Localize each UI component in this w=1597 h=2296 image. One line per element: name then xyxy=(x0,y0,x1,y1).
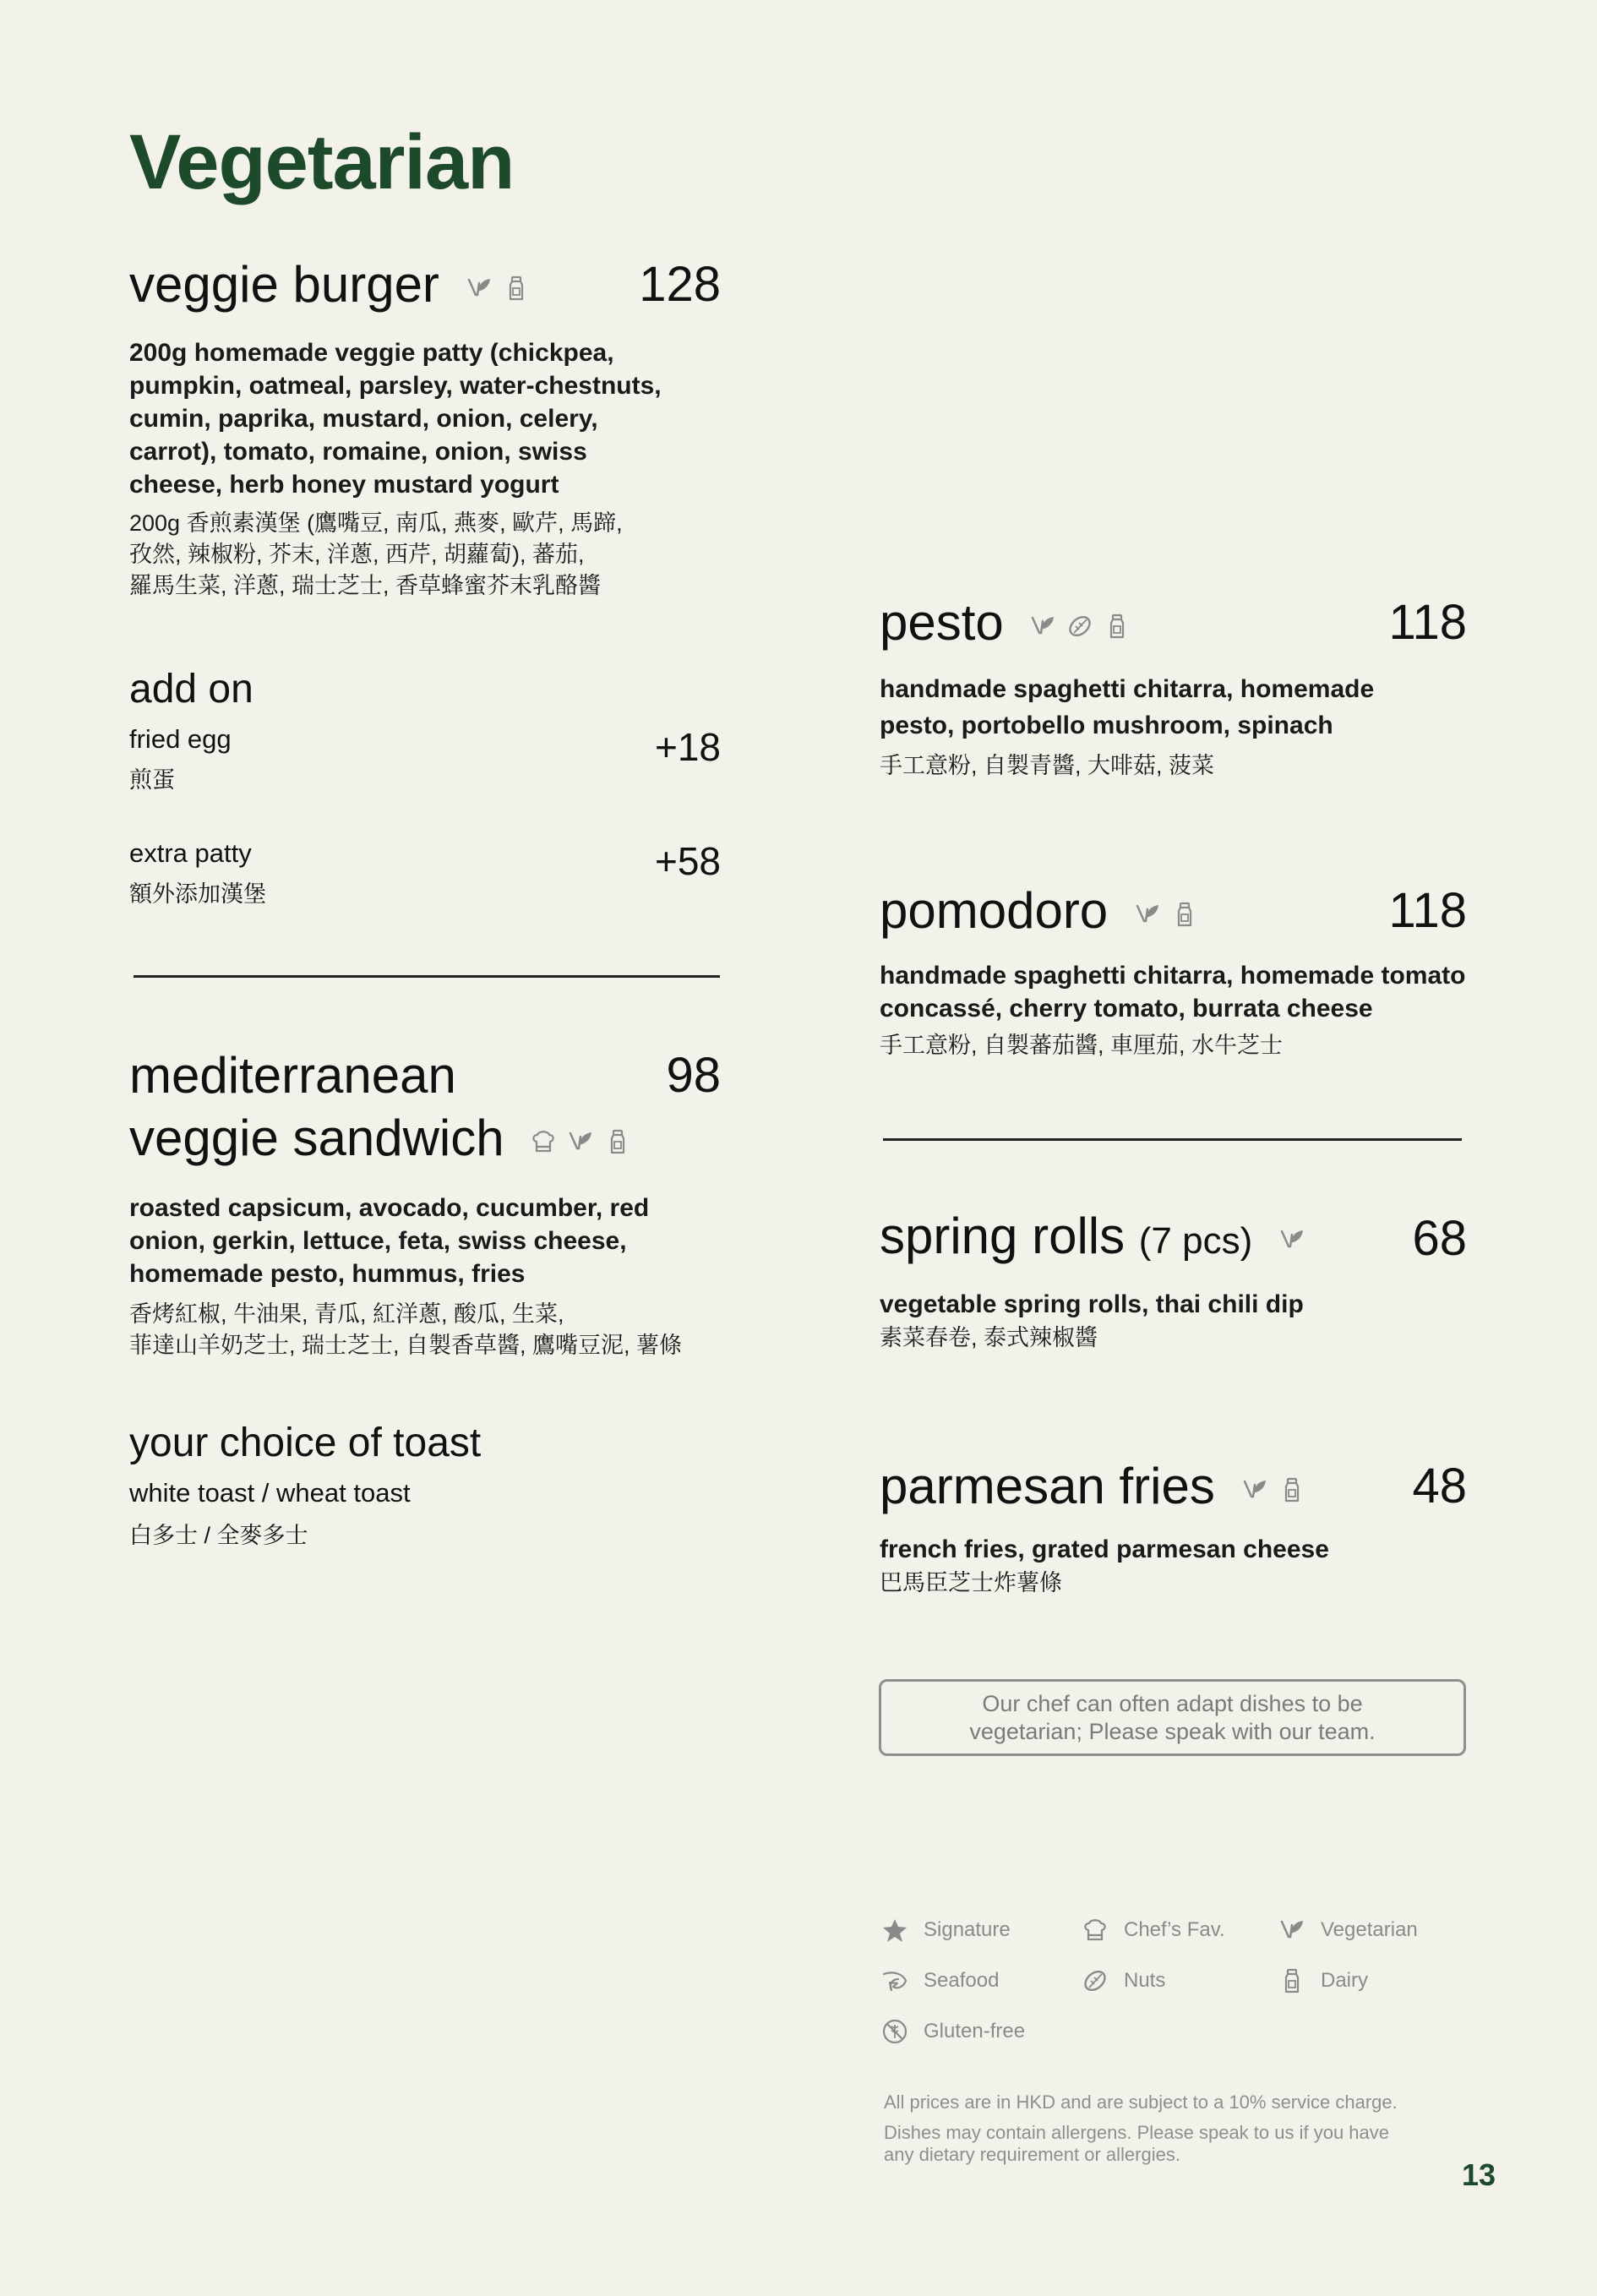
legend-label: Chef’s Fav. xyxy=(1124,1918,1225,1941)
add-on-zh: 煎蛋 xyxy=(129,767,175,793)
legend-label: Seafood xyxy=(924,1969,1000,1992)
dish-name-row xyxy=(880,880,1198,942)
dish-description-en: vegetable spring rolls, thai chili dip xyxy=(880,1290,1304,1318)
dish-name-row xyxy=(880,592,1131,654)
add-on-item xyxy=(129,724,721,794)
chef-note-text: Our chef can often adapt dishes to be vegetarian; Please speak with our team. xyxy=(969,1690,1376,1744)
dish-price: 48 xyxy=(1412,1459,1467,1513)
vegetarian-icon xyxy=(1278,1917,1305,1944)
footer-line: All prices are in HKD and are subject to a 10% service charge. xyxy=(884,2091,1398,2113)
dish-name: pesto xyxy=(880,594,1004,651)
chefs-fav-icon xyxy=(1082,1917,1109,1944)
vegetarian-icon xyxy=(567,1126,594,1157)
footer-notice xyxy=(884,2091,1475,2166)
menu-item-veggie-burger xyxy=(129,254,721,602)
seafood-icon xyxy=(881,1967,908,1994)
add-on-name: extra patty xyxy=(129,838,252,868)
dish-price: 98 xyxy=(666,1048,721,1103)
add-on-name: fried egg xyxy=(129,724,232,754)
legend-label: Gluten-free xyxy=(924,2020,1026,2042)
dish-price: 128 xyxy=(639,257,721,312)
dish-price: 118 xyxy=(1388,883,1467,938)
desc-zh-line: 香烤紅椒, 牛油果, 青瓜, 紅洋蔥, 酸瓜, 生菜, xyxy=(129,1301,564,1327)
desc-zh-line: 200g 香煎素漢堡 (鷹嘴豆, 南瓜, 燕麥, 歐芹, 馬蹄, xyxy=(129,510,623,536)
divider xyxy=(134,975,720,978)
nuts-icon xyxy=(1082,1967,1109,1994)
desc-zh-line: 孜然, 辣椒粉, 芥末, 洋蔥, 西芹, 胡蘿蔔), 蕃茄, xyxy=(129,542,585,567)
vegetarian-icon xyxy=(1278,1224,1305,1255)
dairy-icon xyxy=(1278,1967,1305,1994)
add-on-price: +58 xyxy=(654,839,721,883)
legend-label: Dairy xyxy=(1321,1969,1369,1992)
dish-name: parmesan fries xyxy=(880,1458,1215,1514)
legend-item xyxy=(1278,1917,1473,1944)
dish-name: mediterranean xyxy=(129,1047,456,1104)
legend-label: Signature xyxy=(924,1918,1011,1941)
dish-price: 118 xyxy=(1388,595,1467,650)
dairy-icon xyxy=(503,273,530,303)
add-on-zh: 額外添加漢堡 xyxy=(129,881,266,907)
add-on-item xyxy=(129,838,721,908)
dairy-icon xyxy=(1104,611,1131,641)
dish-description-zh xyxy=(129,1299,721,1361)
dish-description-zh xyxy=(129,508,721,602)
legend-item xyxy=(881,1967,1082,1994)
legend-item xyxy=(881,1917,1082,1944)
footer-line: Dishes may contain allergens. Please speak to us if you have xyxy=(884,2122,1389,2143)
dish-description-zh: 手工意粉, 自製青醬, 大啡菇, 菠菜 xyxy=(880,753,1215,778)
nuts-icon xyxy=(1066,611,1093,641)
toast-section xyxy=(129,1420,721,1550)
add-on-title: add on xyxy=(129,667,253,712)
footer-line: any dietary requirement or allergies. xyxy=(884,2144,1180,2165)
dish-name-row xyxy=(129,254,530,316)
vegetarian-icon xyxy=(1241,1475,1268,1505)
menu-item-mediterranean-veggie-sandwich xyxy=(129,1044,721,1361)
chef-note-box xyxy=(879,1679,1466,1756)
vegetarian-icon xyxy=(1134,899,1161,930)
legend-item xyxy=(1082,1967,1278,1994)
page-number: 13 xyxy=(1462,2157,1496,2192)
chefs-fav-icon xyxy=(530,1126,557,1157)
menu-item-parmesan-fries xyxy=(880,1455,1467,1599)
menu-item-pomodoro xyxy=(880,880,1467,1061)
dish-description-en: handmade spaghetti chitarra, homemade pesto, portobello mushroom, spinach xyxy=(880,675,1375,739)
icon-legend xyxy=(881,1917,1473,2045)
legend-label: Nuts xyxy=(1124,1969,1166,1992)
legend-label: Vegetarian xyxy=(1321,1918,1418,1941)
gluten-free-icon xyxy=(881,2018,908,2045)
dish-name-row xyxy=(880,1455,1305,1518)
add-on-price: +18 xyxy=(654,725,721,769)
legend-item xyxy=(1082,1917,1278,1944)
vegetarian-icon xyxy=(466,273,493,303)
dish-description-zh: 手工意粉, 自製蕃茄醬, 車厘茄, 水牛芝士 xyxy=(880,1033,1284,1058)
toast-options-en: white toast / wheat toast xyxy=(129,1478,411,1508)
legend-item xyxy=(1278,1967,1473,1994)
dish-name: pomodoro xyxy=(880,882,1109,939)
dish-name-row xyxy=(880,1205,1305,1273)
dish-name: spring rolls xyxy=(880,1208,1126,1264)
dish-name-row xyxy=(129,1044,631,1170)
signature-icon xyxy=(881,1917,908,1944)
menu-item-spring-rolls xyxy=(880,1205,1467,1354)
dish-description-en: roasted capsicum, avocado, cucumber, red onion, gerkin, lettuce, feta, swiss cheese, homemade pesto, hummus, fries xyxy=(129,1194,650,1288)
dish-description-zh: 素菜春卷, 泰式辣椒醬 xyxy=(880,1325,1098,1350)
dish-name: veggie sandwich xyxy=(129,1110,504,1166)
dish-price: 68 xyxy=(1412,1211,1467,1266)
desc-zh-line: 菲達山羊奶芝士, 瑞士芝士, 自製香草醬, 鷹嘴豆泥, 薯條 xyxy=(129,1333,683,1358)
dairy-icon xyxy=(1171,899,1198,930)
page-title: Vegetarian xyxy=(129,119,515,205)
divider xyxy=(883,1138,1462,1141)
dish-description-en: french fries, grated parmesan cheese xyxy=(880,1535,1329,1563)
toast-options-zh: 白多士 / 全麥多士 xyxy=(129,1523,308,1548)
legend-item xyxy=(881,2018,1082,2045)
dish-name: veggie burger xyxy=(129,256,439,313)
dish-quantity: (7 pcs) xyxy=(1138,1220,1253,1262)
toast-title: your choice of toast xyxy=(129,1421,482,1465)
dairy-icon xyxy=(1278,1475,1305,1505)
add-on-section xyxy=(129,666,721,908)
vegetarian-icon xyxy=(1029,611,1056,641)
dairy-icon xyxy=(604,1126,631,1157)
dish-description-zh: 巴馬臣芝士炸薯條 xyxy=(880,1570,1062,1595)
dish-description-en: handmade spaghetti chitarra, homemade tomato concassé, cherry tomato, burrata cheese xyxy=(880,962,1466,1023)
dish-description-en: 200g homemade veggie patty (chickpea, pumpkin, oatmeal, parsley, water-chestnuts, cumin, paprika, mustard, onion, celery, carrot), tomato, romaine, onion, swiss cheese, herb honey mustard yogurt xyxy=(129,339,662,499)
desc-zh-line: 羅馬生菜, 洋蔥, 瑞士芝士, 香草蜂蜜芥末乳酪醬 xyxy=(129,573,602,598)
menu-item-pesto xyxy=(880,592,1467,782)
